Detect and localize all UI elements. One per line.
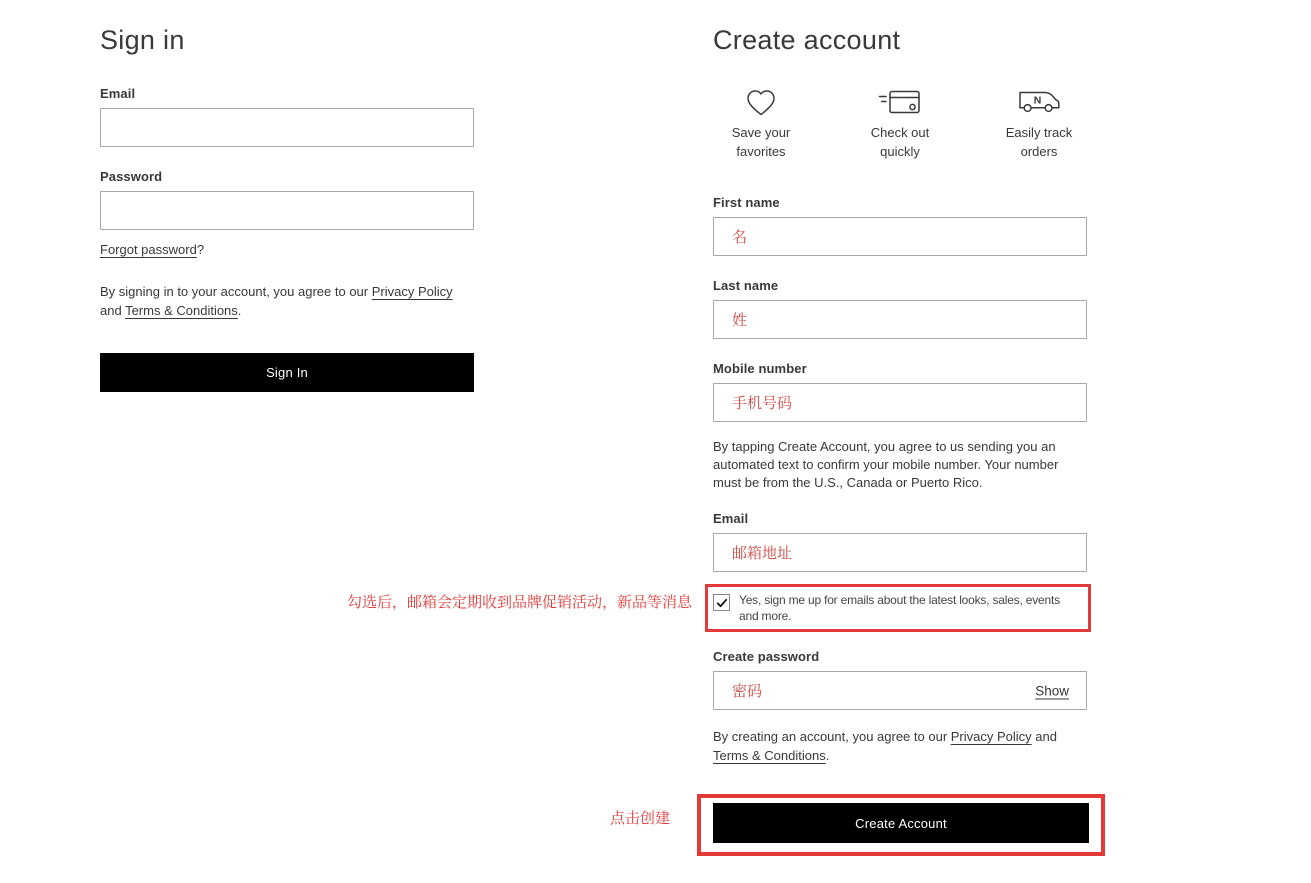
create-password-input[interactable] — [713, 671, 1087, 710]
sign-in-legal: By signing in to your account, you agree to our Privacy Policy and Terms & Conditions. — [100, 284, 453, 318]
checkmark-icon — [716, 597, 728, 609]
credit-card-icon — [852, 82, 948, 118]
sign-in-legal-text: By signing in to your account, you agree to our — [100, 284, 372, 299]
benefit-track-orders — [991, 82, 1087, 161]
create-privacy-policy-link[interactable]: Privacy Policy — [950, 729, 1032, 744]
newsletter-label: Yes, sign me up for emails about the latest looks, sales, events and more. — [739, 593, 1060, 623]
signin-password-input[interactable] — [100, 191, 474, 230]
signin-email-input[interactable] — [100, 108, 474, 147]
create-account-highlight-box — [697, 794, 1105, 856]
signin-password-label: Password — [100, 169, 163, 184]
create-account-heading: Create account — [713, 25, 901, 55]
benefit-label: Save your favorites — [731, 125, 791, 159]
annotation-newsletter-note: 勾选后，邮箱会定期收到品牌促销活动，新品等消息 — [346, 594, 692, 611]
first-name-input[interactable] — [713, 217, 1087, 256]
sms-consent-notice: By tapping Create Account, you agree to us sending you an automated text to confirm your mobile number. Your number must be from the U.S., Canada or Puerto Rico. — [713, 439, 1059, 490]
create-account-legal: By creating an account, you agree to our Privacy Policy and Terms & Conditions. — [713, 729, 1057, 763]
sign-in-panel — [100, 0, 474, 392]
forgot-password-row — [100, 241, 474, 258]
benefits-row — [713, 82, 1087, 161]
create-password-field — [713, 671, 1087, 710]
svg-text:N: N — [1033, 94, 1042, 107]
forgot-password-link[interactable]: Forgot password — [100, 242, 197, 257]
benefit-checkout-quickly — [852, 82, 948, 161]
last-name-label: Last name — [713, 278, 779, 293]
last-name-input[interactable] — [713, 300, 1087, 339]
benefit-label: Easily track orders — [1005, 125, 1073, 159]
create-account-panel — [713, 0, 1087, 856]
create-account-legal-text: By creating an account, you agree to our — [713, 729, 951, 744]
signin-privacy-policy-link[interactable]: Privacy Policy — [371, 284, 453, 299]
create-account-button[interactable]: Create Account — [713, 803, 1089, 843]
first-name-label: First name — [713, 195, 780, 210]
mobile-number-label: Mobile number — [713, 361, 807, 376]
show-password-link[interactable]: Show — [1035, 683, 1069, 698]
delivery-truck-icon — [991, 82, 1087, 118]
annotation-create-note: 点击创建 — [609, 810, 670, 827]
forgot-password-suffix: ? — [196, 242, 205, 257]
benefit-label: Check out quickly — [870, 125, 930, 159]
mobile-number-input[interactable] — [713, 383, 1087, 422]
signin-email-label: Email — [100, 86, 136, 101]
create-email-label: Email — [713, 511, 749, 526]
newsletter-highlight-box — [705, 584, 1091, 632]
sign-in-heading: Sign in — [100, 25, 185, 55]
create-password-label: Create password — [713, 649, 820, 664]
heart-icon — [713, 82, 809, 118]
benefit-save-favorites — [713, 82, 809, 161]
create-email-input[interactable] — [713, 533, 1087, 572]
newsletter-checkbox[interactable] — [713, 594, 730, 611]
signin-terms-conditions-link[interactable]: Terms & Conditions — [125, 302, 238, 318]
sign-in-button[interactable]: Sign In — [100, 353, 474, 392]
create-terms-conditions-link[interactable]: Terms & Conditions — [713, 747, 826, 763]
